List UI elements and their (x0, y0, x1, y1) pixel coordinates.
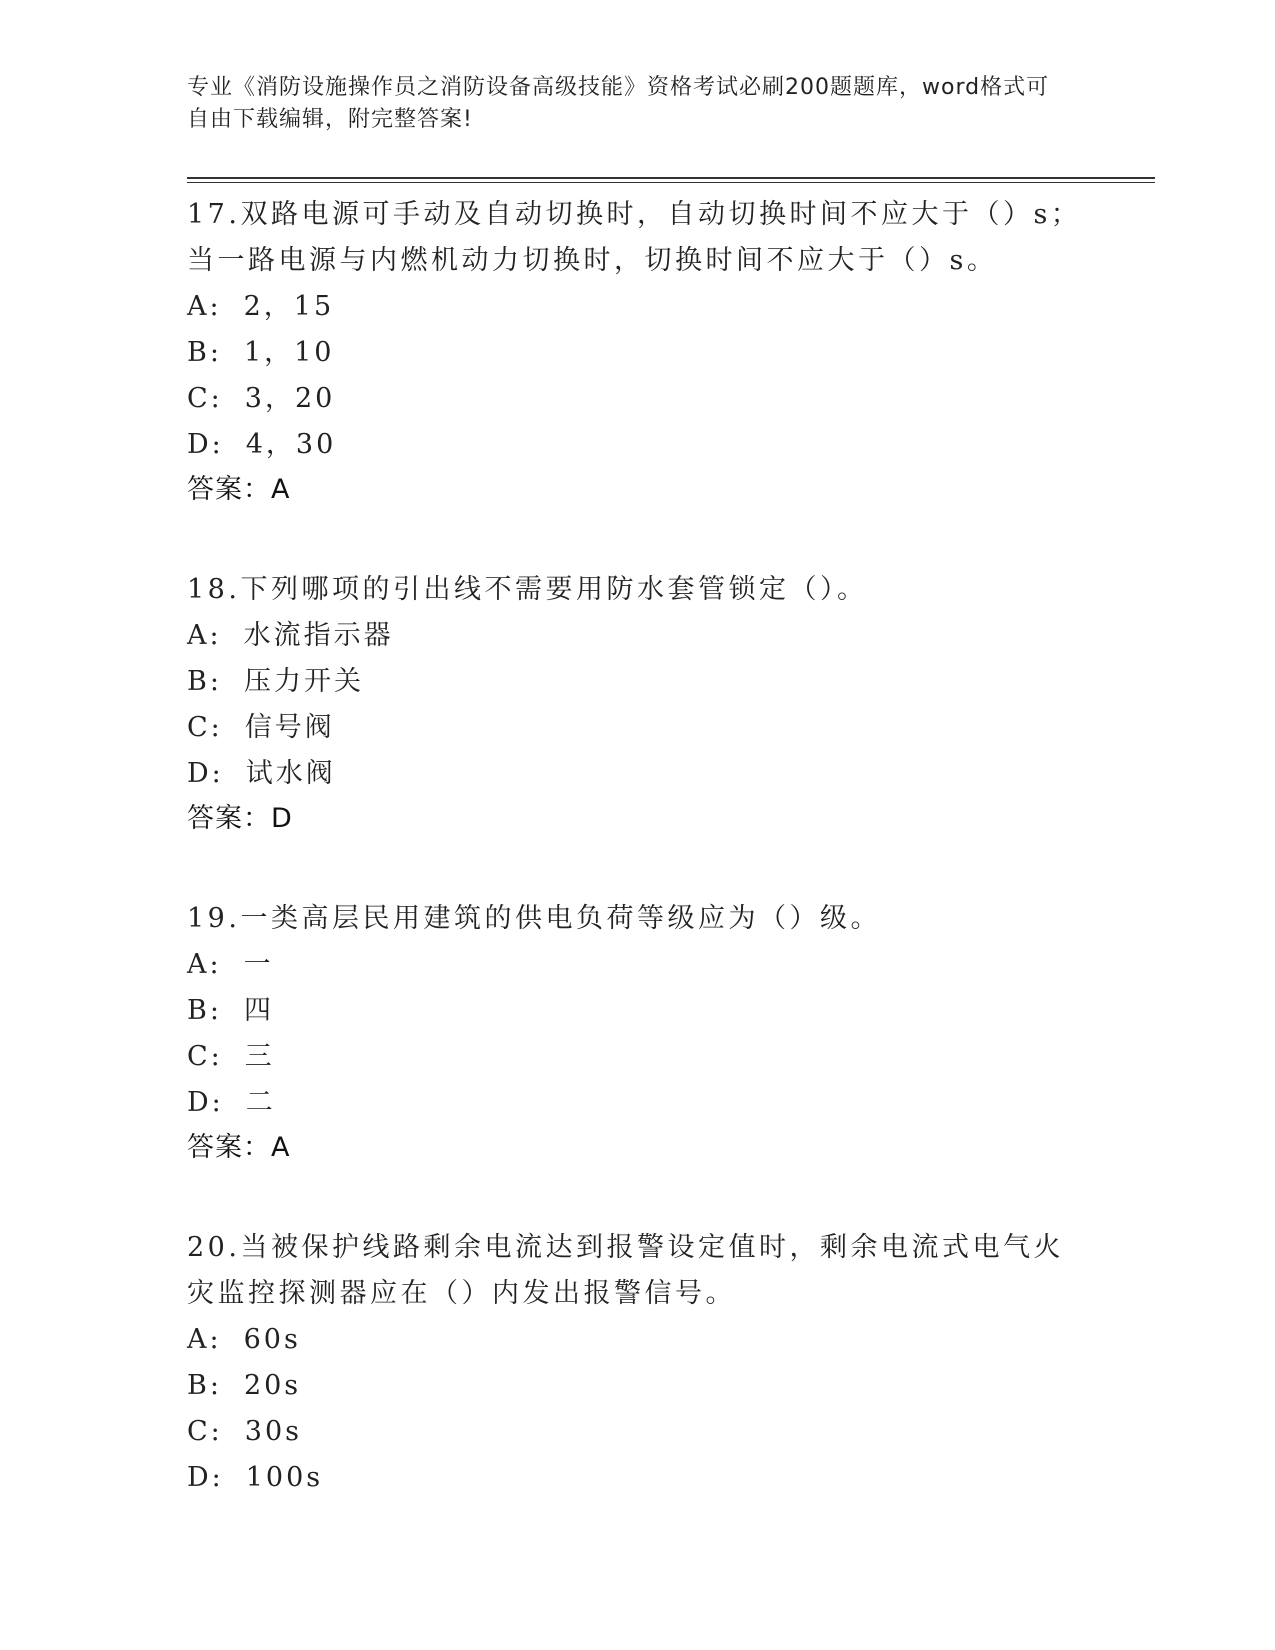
header-divider-thin (187, 182, 1155, 183)
option-key: B: (187, 995, 222, 1026)
option-text: 试水阀 (245, 758, 336, 789)
option-c (187, 1409, 1087, 1455)
option-d (187, 1080, 1087, 1126)
option-c (187, 376, 1087, 422)
option-c (187, 705, 1087, 751)
option-d (187, 422, 1087, 468)
option-a (187, 613, 1087, 659)
option-text: 100s (245, 1462, 324, 1493)
option-a (187, 942, 1087, 988)
option-key: A: (187, 620, 222, 651)
option-key: B: (187, 666, 222, 697)
question-18 (187, 567, 1087, 841)
option-key: C: (187, 1416, 223, 1447)
option-key: D: (187, 1462, 224, 1493)
option-key: B: (187, 337, 222, 368)
question-19 (187, 896, 1087, 1170)
option-b (187, 1363, 1087, 1409)
option-text: 四 (243, 995, 274, 1026)
option-key: C: (187, 1041, 223, 1072)
answer-line: 答案：A (187, 1132, 291, 1163)
document-header: 专业《消防设施操作员之消防设备高级技能》资格考试必刷200题题库，word格式可自由下载编辑，附完整答案! (187, 75, 1050, 132)
option-text: 一 (243, 949, 274, 980)
option-text: 2，15 (243, 291, 335, 322)
option-key: D: (187, 429, 224, 460)
answer-line: 答案：D (187, 803, 293, 834)
option-text: 3，20 (244, 383, 336, 414)
option-d (187, 751, 1087, 797)
option-text: 信号阀 (244, 712, 335, 743)
option-key: A: (187, 291, 222, 322)
question-stem: 20.当被保护线路剩余电流达到报警设定值时，剩余电流式电气火灾监控探测器应在（）内发出报警信号。 (187, 1232, 1064, 1309)
option-b (187, 988, 1087, 1034)
option-key: C: (187, 383, 223, 414)
option-b (187, 659, 1087, 705)
option-key: D: (187, 1087, 224, 1118)
answer-line: 答案：A (187, 474, 291, 505)
question-stem: 17.双路电源可手动及自动切换时，自动切换时间不应大于（）s；当一路电源与内燃机动力切换时，切换时间不应大于（）s。 (187, 199, 1082, 276)
option-text: 4，30 (245, 429, 337, 460)
option-c (187, 1034, 1087, 1080)
option-text: 压力开关 (243, 666, 364, 697)
option-key: A: (187, 949, 222, 980)
option-b (187, 330, 1087, 376)
option-text: 20s (243, 1370, 302, 1401)
option-key: A: (187, 1324, 222, 1355)
question-list (187, 192, 1087, 1556)
option-text: 水流指示器 (243, 620, 394, 651)
option-d (187, 1455, 1087, 1501)
option-key: C: (187, 712, 223, 743)
header-divider-thick (187, 177, 1155, 179)
option-key: D: (187, 758, 224, 789)
option-text: 60s (243, 1324, 301, 1355)
question-stem: 19.一类高层民用建筑的供电负荷等级应为（）级。 (187, 903, 881, 934)
option-text: 三 (244, 1041, 275, 1072)
option-a (187, 284, 1087, 330)
option-a (187, 1317, 1087, 1363)
option-text: 1，10 (243, 337, 335, 368)
option-key: B: (187, 1370, 222, 1401)
question-17 (187, 192, 1087, 512)
question-20 (187, 1225, 1087, 1501)
option-text: 二 (245, 1087, 276, 1118)
question-stem: 18.下列哪项的引出线不需要用防水套管锁定（）。 (187, 574, 868, 605)
option-text: 30s (244, 1416, 302, 1447)
